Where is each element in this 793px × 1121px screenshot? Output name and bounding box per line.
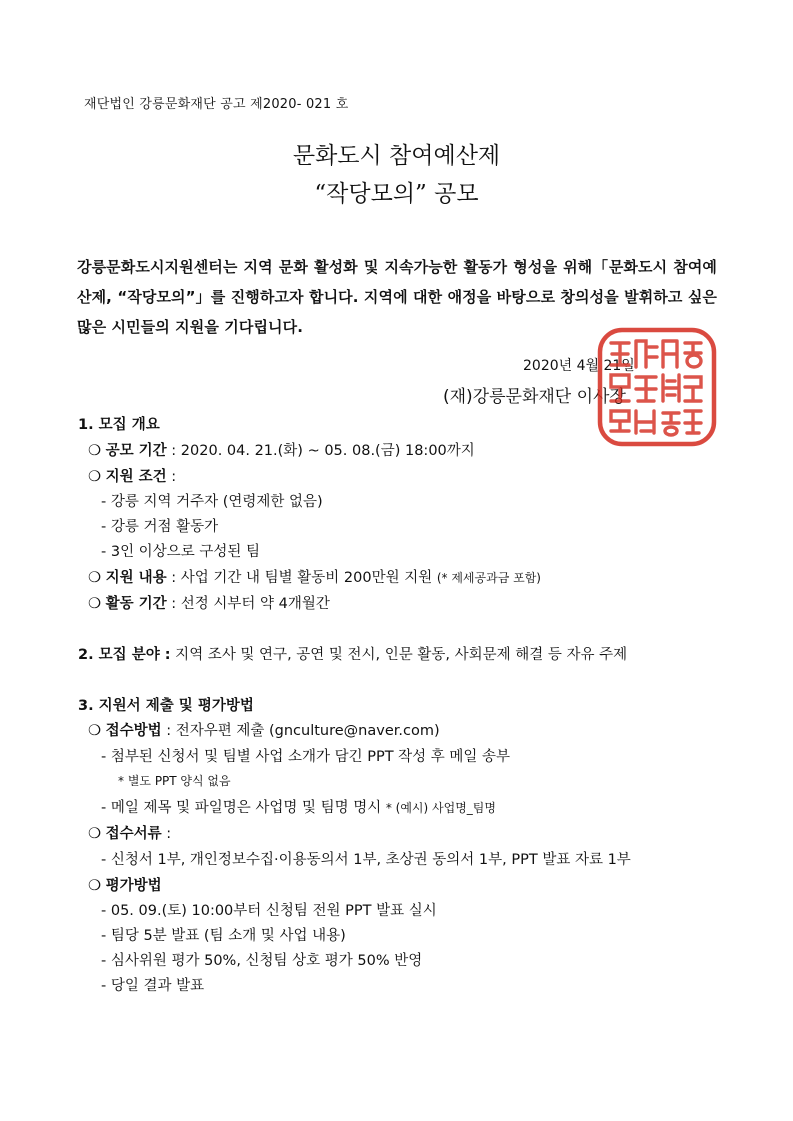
submission-note: * 별도 PPT 양식 없음 <box>118 774 231 788</box>
documents-colon: : <box>161 826 172 842</box>
section-2-value: 지역 조사 및 연구, 공연 및 전시, 인문 활동, 사회문제 해결 등 자유 주제 <box>170 647 628 663</box>
documents-label: 접수서류 <box>105 826 162 842</box>
bullet-icon: ❍ <box>88 443 101 459</box>
evaluation-item: - 05. 09.(토) 10:00부터 신청팀 전원 PPT 발표 실시 <box>101 903 437 919</box>
recruit-period-value: : 2020. 04. 21.(화) ~ 05. 08.(금) 18:00까지 <box>166 443 475 459</box>
eligibility-item: - 3인 이상으로 구성된 팀 <box>101 544 260 560</box>
submission-item-note: * (예시) 사업명_팀명 <box>385 801 496 815</box>
eligibility-label: 지원 조건 <box>105 469 167 485</box>
bullet-icon: ❍ <box>88 570 101 586</box>
support-content-label: 지원 내용 <box>105 570 167 586</box>
evaluation-row <box>88 874 162 895</box>
issuer-name: (재)강릉문화재단 이사장 <box>443 387 626 407</box>
recruit-period-row <box>88 439 475 460</box>
activity-period-row <box>88 592 330 613</box>
evaluation-item: - 심사위원 평가 50%, 신청팀 상호 평가 50% 반영 <box>101 953 423 969</box>
submission-method-row <box>88 719 440 740</box>
section-2-heading: 2. 모집 분야 : <box>78 647 171 663</box>
document-title: 문화도시 참여예산제 <box>292 143 501 169</box>
bullet-icon: ❍ <box>88 596 101 612</box>
eligibility-row <box>88 465 176 486</box>
activity-period-label: 활동 기간 <box>105 596 167 612</box>
eligibility-item: - 강릉 거점 활동가 <box>101 519 219 535</box>
section-3-heading: 3. 지원서 제출 및 평가방법 <box>78 698 254 714</box>
eligibility-colon: : <box>166 469 177 485</box>
eligibility-item: - 강릉 지역 거주자 (연령제한 없음) <box>101 494 323 510</box>
recruit-period-label: 공모 기간 <box>105 443 167 459</box>
document-subtitle: “작당모의” 공모 <box>314 181 479 207</box>
submission-item-text: - 메일 제목 및 파일명은 사업명 및 팀명 명시 <box>101 800 386 816</box>
bullet-icon: ❍ <box>88 826 101 842</box>
section-2-row <box>78 643 627 664</box>
evaluation-item: - 팀당 5분 발표 (팀 소개 및 사업 내용) <box>101 928 346 944</box>
bullet-icon: ❍ <box>88 723 101 739</box>
official-seal-stamp <box>597 327 717 447</box>
submission-item: - 첨부된 신청서 및 팀별 사업 소개가 담긴 PPT 작성 후 메일 송부 <box>101 749 511 765</box>
submission-item <box>101 796 496 817</box>
issue-date: 2020년 4월 21일 <box>523 358 635 374</box>
documents-item: - 신청서 1부, 개인정보수집·이용동의서 1부, 초상권 동의서 1부, PPT 발표 자료 1부 <box>101 852 631 868</box>
evaluation-item: - 당일 결과 발표 <box>101 978 205 994</box>
support-content-value: : 사업 기간 내 팀별 활동비 200만원 지원 <box>166 570 437 586</box>
submission-method-label: 접수방법 <box>105 723 162 739</box>
notice-number: 재단법인 강릉문화재단 공고 제2020- 021 호 <box>84 97 349 112</box>
activity-period-value: : 선정 시부터 약 4개월간 <box>166 596 330 612</box>
submission-method-value: : 전자우편 제출 (gnculture@naver.com) <box>161 723 440 739</box>
support-content-note: (* 제세공과금 포함) <box>436 571 541 585</box>
bullet-icon: ❍ <box>88 878 101 894</box>
documents-row <box>88 822 171 843</box>
intro-paragraph: 강릉문화도시지원센터는 지역 문화 활성화 및 지속가능한 활동가 형성을 위해「문화도시 참여예산제, “작당모의”」를 진행하고자 합니다. 지역에 대한 애정을 바탕으로 창의성을 발휘하고 싶은 많은 시민들의 지원을 기다립니다. <box>77 258 717 336</box>
section-1-heading: 1. 모집 개요 <box>78 417 160 433</box>
support-content-row <box>88 566 541 587</box>
bullet-icon: ❍ <box>88 469 101 485</box>
evaluation-label: 평가방법 <box>105 878 162 894</box>
